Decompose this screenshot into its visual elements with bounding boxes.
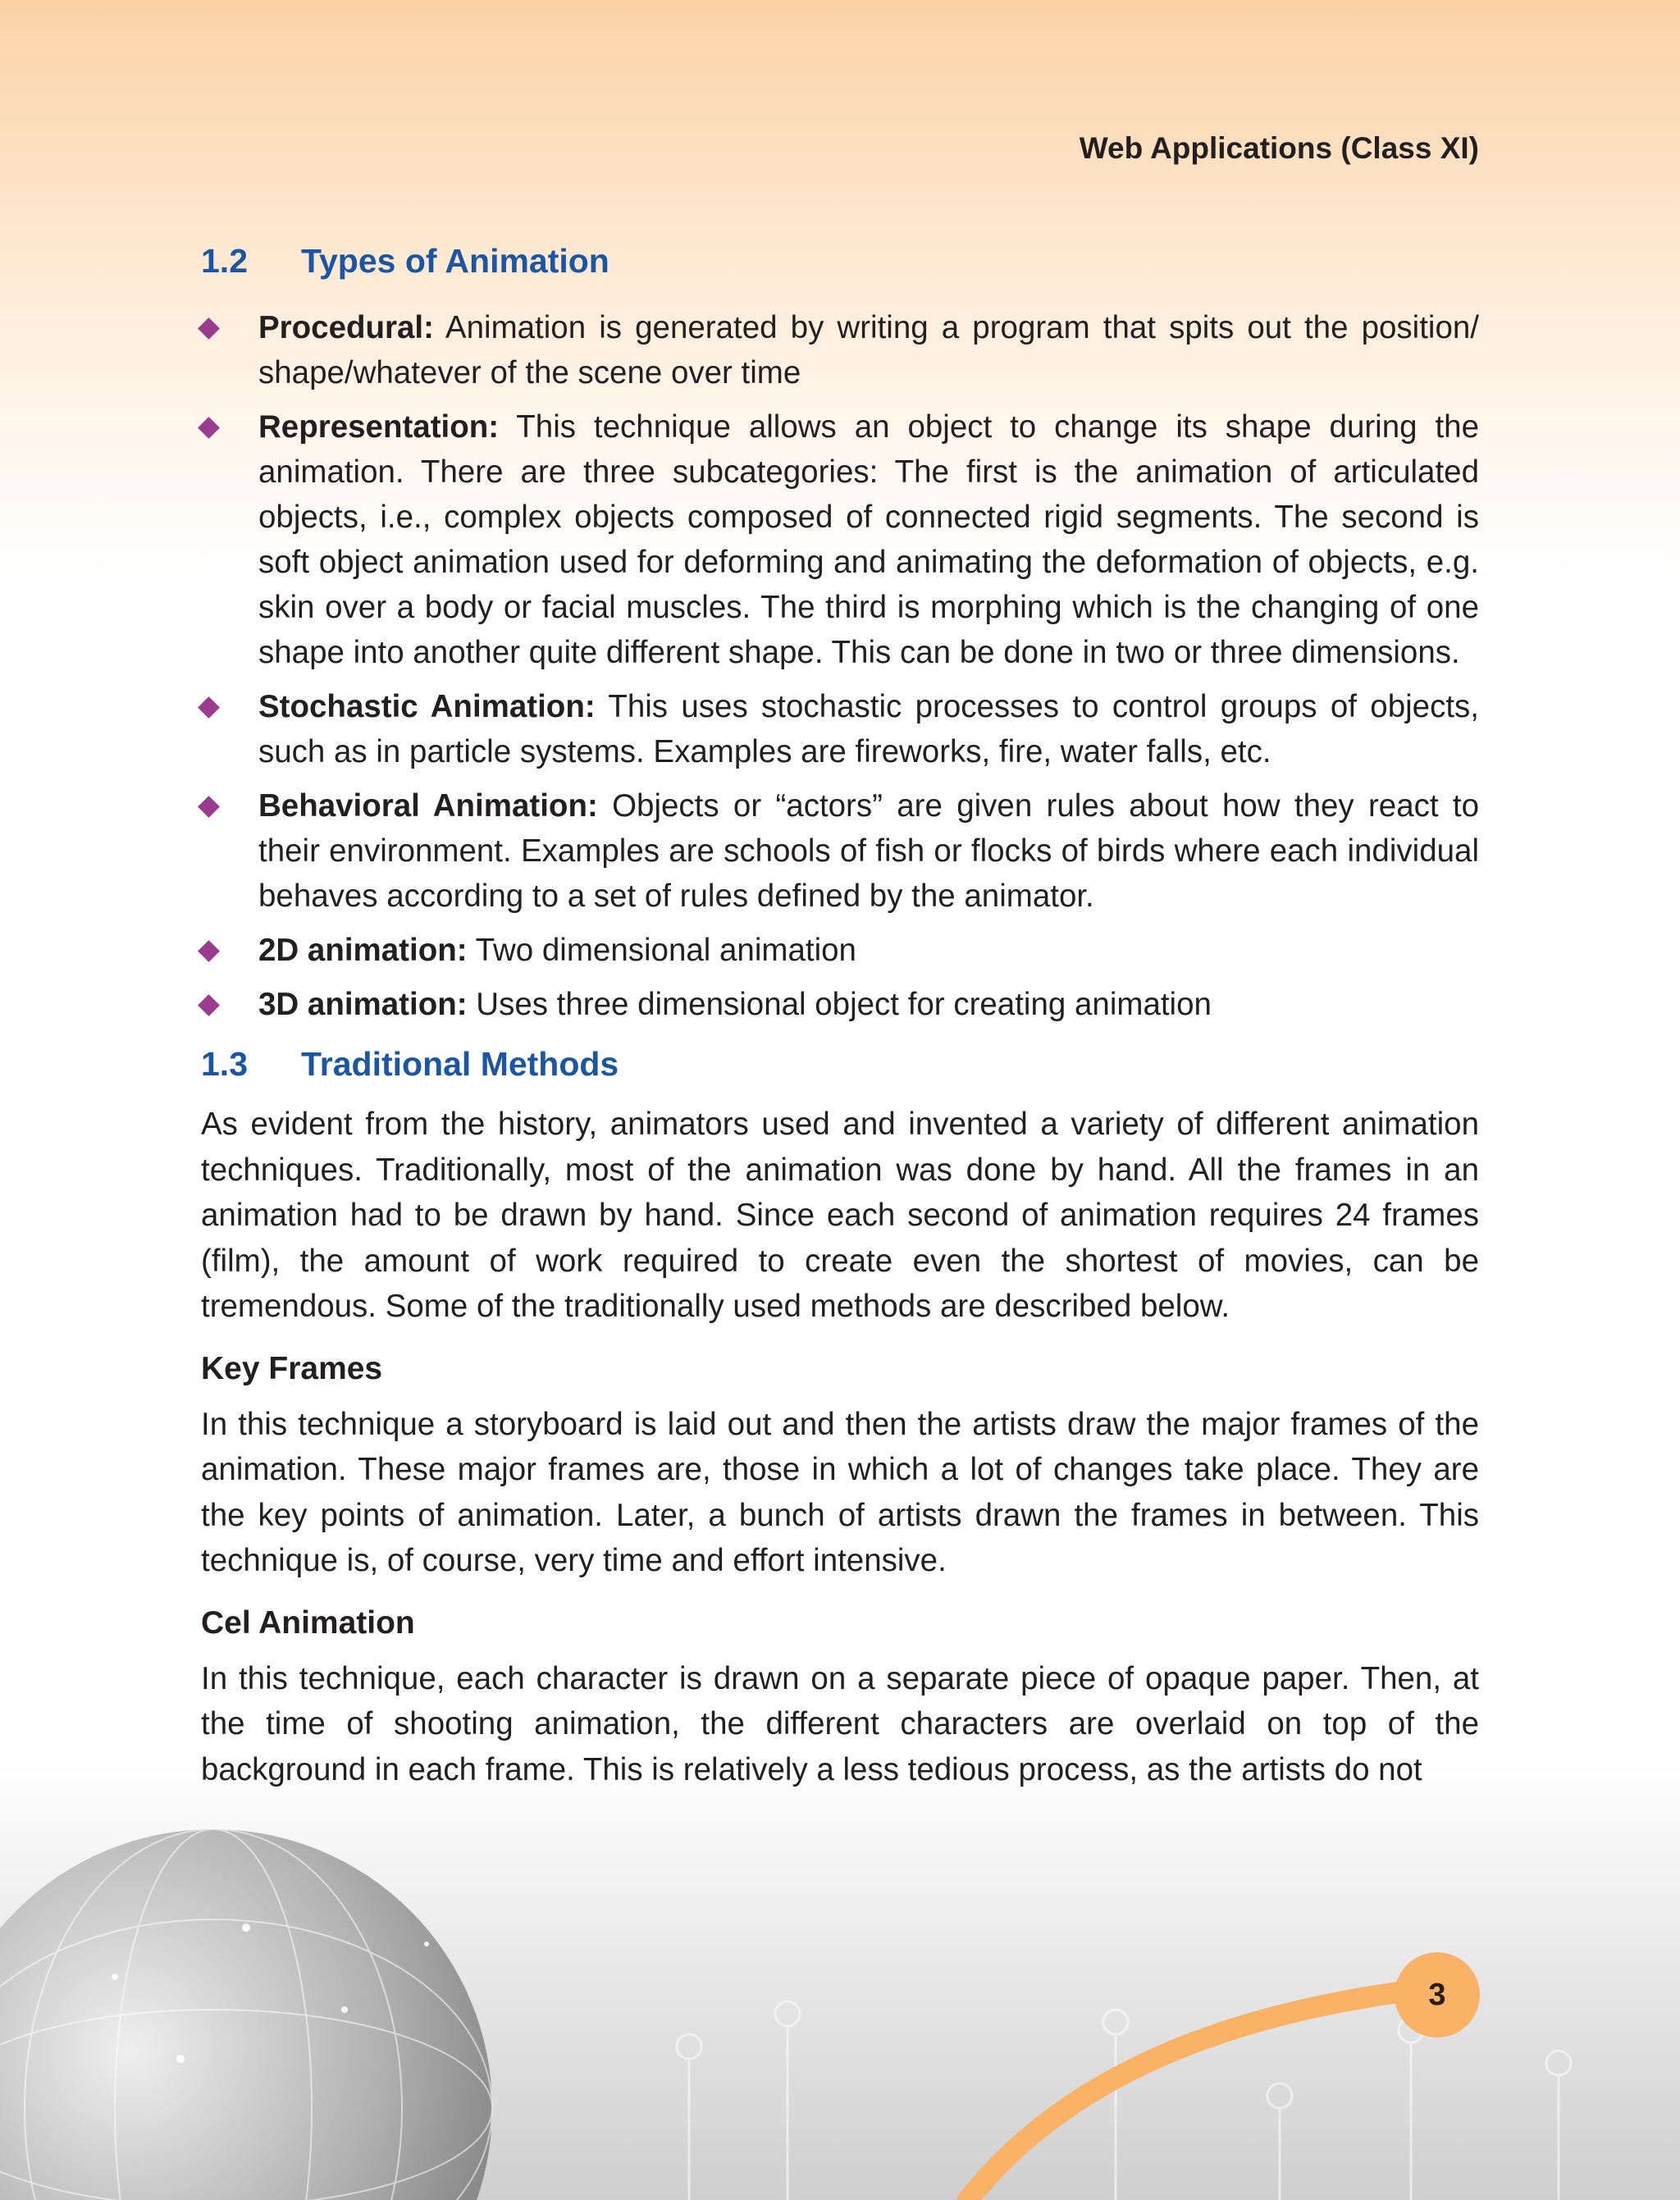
list-item — [201, 928, 1479, 973]
list-item — [201, 404, 1479, 675]
list-item — [201, 305, 1479, 395]
list-item-text: This uses stochastic processes to control groups of objects, such as in particle systems. Examples are fireworks, fire, water falls, etc. — [258, 689, 1479, 769]
diamond-bullet-icon — [198, 696, 220, 719]
section-number: 1.3 — [201, 1045, 248, 1083]
page-number-badge: 3 — [1395, 1952, 1480, 2038]
list-item-text: Objects or “actors” are given rules about how they react to their environment. Examples are schools of fish or flocks of birds where each individual behaves according to a set of rules defined by the animator. — [258, 788, 1479, 914]
list-item — [201, 982, 1479, 1027]
list-item — [201, 783, 1479, 919]
traditional-methods-intro: As evident from the history, animators used and invented a variety of different animation techniques. Traditionally, most of the animation was done by hand. All the frames in an animation had to be drawn by hand. Since each second of animation requires 24 frames (film), the amount of work required to create even the shortest of movies, can be tremendous. Some of the traditionally used methods are described below. — [201, 1107, 1479, 1324]
diamond-bullet-icon — [198, 940, 220, 962]
list-item-term: 3D animation: — [258, 987, 468, 1022]
list-item-text: Uses three dimensional object for creating animation — [467, 987, 1212, 1022]
diamond-bullet-icon — [198, 417, 220, 439]
cel-animation-text: In this technique, each character is drawn on a separate piece of opaque paper. Then, at the time of shooting animation, the different characters are overlaid on top of the background in each frame. This is relatively a less tedious process, as the artists do not — [201, 1660, 1479, 1787]
list-item-term: Procedural: — [258, 310, 434, 345]
cel-animation-heading: Cel Animation — [201, 1604, 415, 1641]
section-heading-1-2 — [201, 242, 1479, 281]
section-heading-1-3 — [201, 1045, 1479, 1084]
diamond-bullet-icon — [198, 317, 220, 340]
list-item-text: This technique allows an object to change its shape during the animation. There are three subcategories: The first is the animation of articulated objects, i.e., complex objects composed of connected rigid segments. The second is soft object animation used for deforming and animating the deformation of objects, e.g. skin over a body or facial muscles. The third is morphing which is the changing of one shape into another quite different shape. This can be done in two or three dimensions. — [258, 409, 1479, 670]
section-number: 1.2 — [201, 242, 248, 280]
key-frames-heading: Key Frames — [201, 1350, 383, 1386]
list-item-term: Behavioral Animation: — [258, 788, 598, 824]
list-item-text: Two dimensional animation — [467, 933, 856, 968]
list-item-text: Animation is generated by writing a program that spits out the position/ shape/whatever of the scene over time — [258, 310, 1479, 390]
diamond-bullet-icon — [198, 796, 220, 818]
section-title: Traditional Methods — [301, 1045, 619, 1083]
list-item-term: 2D animation: — [258, 933, 468, 968]
list-item-term: Stochastic Animation: — [258, 689, 596, 724]
animation-types-list — [201, 305, 1479, 1027]
key-frames-text: In this technique a storyboard is laid out and then the artists draw the major frames of the animation. These major frames are, those in which a lot of changes take place. They are the key points of animation. Later, a bunch of artists drawn the frames in between. This technique is, of course, very time and effort intensive. — [201, 1406, 1479, 1578]
section-title: Types of Animation — [301, 242, 609, 280]
running-header: Web Applications (Class XI) — [1079, 131, 1479, 165]
list-item-term: Representation: — [258, 409, 500, 445]
diamond-bullet-icon — [198, 994, 220, 1016]
list-item — [201, 684, 1479, 774]
page-content — [201, 242, 1479, 1792]
